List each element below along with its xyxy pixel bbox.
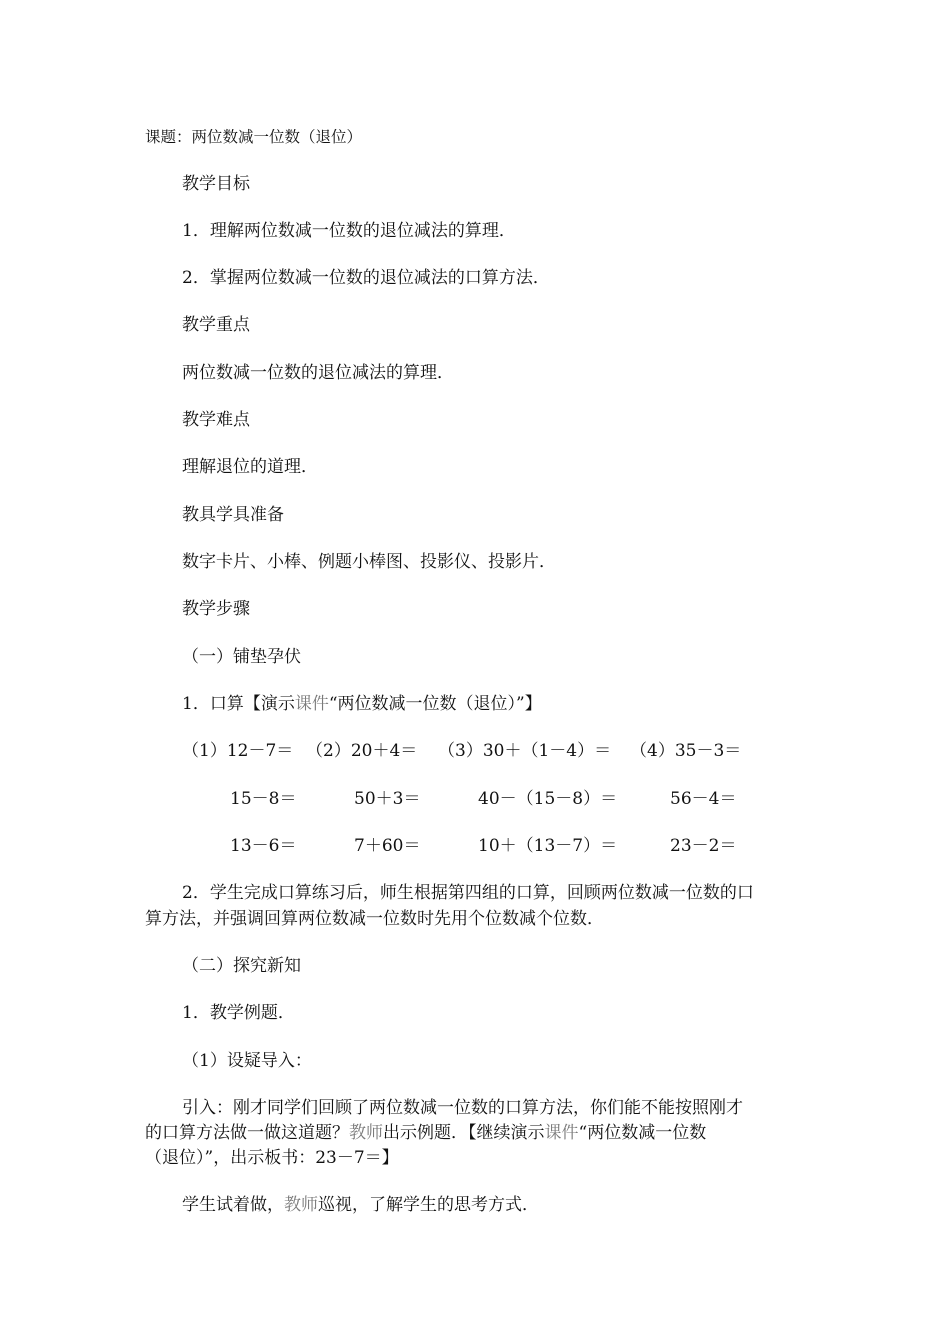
problem-cell: 10＋（13－7）＝	[478, 836, 618, 856]
oral-calc-prefix: 1．口算【演示	[182, 694, 295, 714]
key-point-text: 两位数减一位数的退位减法的算理．	[182, 363, 454, 383]
problem-cell: （4）35－3＝	[630, 741, 742, 761]
courseware-link: 课件	[544, 1123, 579, 1143]
try-text: 学生试着做，	[182, 1195, 284, 1215]
oral-calc-line	[182, 692, 542, 716]
part1-heading: （一）铺垫孕伏	[182, 647, 301, 667]
problem-cell: （1）12－7＝	[182, 741, 294, 761]
steps-heading: 教学步骤	[182, 599, 250, 619]
try-text: 巡视，了解学生的思考方式．	[318, 1195, 539, 1215]
problem-cell: 13－6＝	[230, 836, 297, 856]
lesson-title: 课题：两位数减一位数（退位）	[145, 128, 363, 146]
courseware-link: 课件	[294, 694, 329, 714]
problem-cell: 50＋3＝	[354, 789, 421, 809]
materials-heading: 教具学具准备	[182, 505, 284, 525]
key-point-heading: 教学重点	[182, 315, 250, 335]
difficulty-heading: 教学难点	[182, 410, 250, 430]
problem-cell: （3）30＋（1－4）＝	[438, 741, 612, 761]
problem-cell: 7＋60＝	[354, 836, 421, 856]
try-line	[182, 1193, 539, 1217]
review-line-2: 算方法，并强调回算两位数减一位数时先用个位数减个位数．	[145, 909, 604, 929]
problem-cell: 40－（15－8）＝	[478, 789, 618, 809]
review-line-1: 2．学生完成口算练习后，师生根据第四组的口算，回顾两位数减一位数的口	[182, 883, 754, 903]
teacher-link: 教师	[284, 1195, 318, 1215]
problem-cell: 56－4＝	[670, 789, 737, 809]
intro-text: “两位数减一位数	[578, 1123, 707, 1143]
intro-line-1: 引入：刚才同学们回顾了两位数减一位数的口算方法，你们能不能按照刚才	[182, 1098, 743, 1118]
objective-item-2: 2．掌握两位数减一位数的退位减法的口算方法．	[182, 268, 550, 288]
problem-cell: 23－2＝	[670, 836, 737, 856]
oral-calc-suffix: “两位数减一位数（退位）”】	[328, 694, 542, 714]
materials-text: 数字卡片、小棒、例题小棒图、投影仪、投影片．	[182, 552, 556, 572]
problem-cell: （2）20＋4＝	[306, 741, 418, 761]
sub1-heading: （1）设疑导入：	[182, 1051, 312, 1071]
objectives-heading: 教学目标	[182, 174, 250, 194]
part2-heading: （二）探究新知	[182, 956, 301, 976]
teacher-link: 教师	[349, 1123, 383, 1143]
intro-line-2	[145, 1121, 706, 1145]
objective-item-1: 1．理解两位数减一位数的退位减法的算理．	[182, 221, 516, 241]
intro-line-3: （退位）”，出示板书：23－7＝】	[145, 1148, 399, 1168]
difficulty-text: 理解退位的道理．	[182, 457, 318, 477]
problem-cell: 15－8＝	[230, 789, 297, 809]
example-heading: 1．教学例题．	[182, 1003, 295, 1023]
intro-text: 的口算方法做一做这道题？	[145, 1123, 349, 1143]
intro-text: 出示例题．【继续演示	[383, 1123, 545, 1143]
